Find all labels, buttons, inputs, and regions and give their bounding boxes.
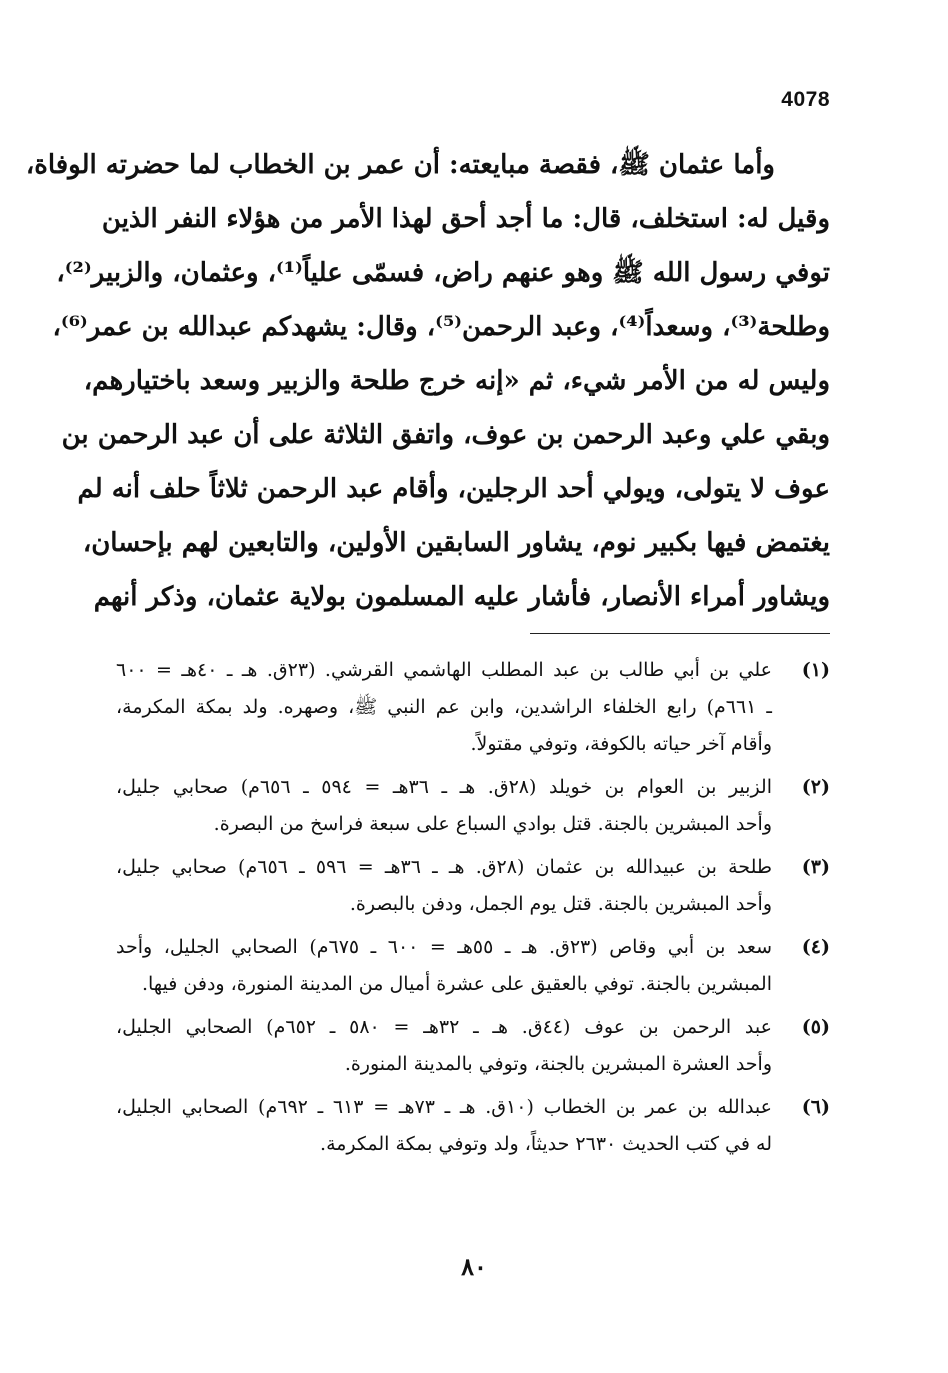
footnote-number: (٥) (801, 1016, 830, 1038)
footnote-line: الزبير بن العوام بن خويلد (٢٨ق. هـ ـ ٣٦هـ = ٥٩٤ ـ ٦٥٦م) صحابي جليل، (116, 776, 773, 798)
footnote-line: له في كتب الحديث ٢٦٣٠ حديثاً، ولد وتوفي بمكة المكرمة. (320, 1133, 772, 1155)
footnote-line: سعد بن أبي وقاص (٢٣ق. هـ ـ ٥٥هـ = ٦٠٠ ـ ٦٧٥م) الصحابي الجليل، وأحد (116, 936, 772, 958)
main-text-line: وطلحة⁽³⁾، وسعداً⁽⁴⁾، وعبد الرحمن⁽⁵⁾، وقال: يشهدكم عبدالله بن عمر⁽⁶⁾، (52, 312, 830, 342)
main-text-line: وأما عثمان ﷺ، فقصة مبايعته: أن عمر بن الخطاب لما حضرته الوفاة، (25, 150, 775, 180)
footnote-line: وأحد المبشرين بالجنة. قتل يوم الجمل، ودفن بالبصرة. (349, 893, 772, 915)
footnote-line: طلحة بن عبيدالله بن عثمان (٢٨ق. هـ ـ ٣٦هـ = ٥٩٦ ـ ٦٥٦م) صحابي جليل، (116, 856, 772, 878)
footnote-4 (116, 929, 830, 1003)
footnote-line: وأقام آخر حياته بالكوفة، وتوفي مقتولاً. (470, 733, 772, 755)
page-id: 4078 (781, 88, 830, 111)
main-text-line: وقيل له: استخلف، قال: ما أجد أحق لهذا الأمر من هؤلاء النفر الذين (101, 204, 830, 234)
main-text-line: توفي رسول الله ﷺ وهو عنهم راض، فسمّى علياً⁽¹⁾، وعثمان، والزبير⁽²⁾، (56, 258, 830, 288)
main-text-line: وبقي علي وعبد الرحمن بن عوف، واتفق الثلاثة على أن عبد الرحمن بن (61, 420, 830, 450)
footnote-line: عبد الرحمن بن عوف (٤٤ق. هـ ـ ٣٢هـ = ٥٨٠ ـ ٦٥٢م) الصحابي الجليل، (116, 1016, 772, 1038)
footnote-2 (116, 769, 830, 843)
footnote-number: (٤) (801, 936, 830, 958)
page-number: ٨٠ (461, 1252, 487, 1281)
footnote-number: (٢) (801, 776, 830, 798)
main-text-line: يغتمض فيها بكبير نوم، يشاور السابقين الأولين، والتابعين لهم بإحسان، (82, 528, 830, 558)
footnote-line: عبدالله بن عمر بن الخطاب (١٠ق. هـ ـ ٧٣هـ = ٦١٣ ـ ٦٩٢م) الصحابي الجليل، (116, 1096, 772, 1118)
main-text-line: عوف لا يتولى، ويولي أحد الرجلين، وأقام عبد الرحمن ثلاثاً حلف أنه لم (77, 474, 830, 504)
main-text-line: وليس له من الأمر شيء، ثم «إنه خرج طلحة والزبير وسعد باختيارهم، (83, 366, 830, 396)
footnote-separator (530, 633, 830, 634)
footnote-line: وأحد المبشرين بالجنة. قتل بوادي السباع على سبعة فراسخ من البصرة. (213, 813, 772, 835)
footnote-line: المبشرين بالجنة. توفي بالعقيق على عشرة أميال من المدينة المنورة، ودفن فيها. (141, 973, 772, 995)
footnote-3 (116, 849, 830, 923)
footnote-number: (٣) (801, 856, 830, 878)
footnote-1 (116, 652, 830, 763)
footnote-number: (١) (801, 659, 830, 681)
footnotes (116, 652, 830, 1169)
main-text-line: ويشاور أمراء الأنصار، فأشار عليه المسلمون بولاية عثمان، وذكر أنهم (93, 582, 830, 612)
footnote-line: وأحد العشرة المبشرين بالجنة، وتوفي بالمدينة المنورة. (344, 1053, 772, 1075)
footnote-number: (٦) (801, 1096, 830, 1118)
footnote-5 (116, 1009, 830, 1083)
footnote-line: علي بن أبي طالب بن عبد المطلب الهاشمي القرشي. (٢٣ق. هـ ـ ٤٠هـ = ٦٠٠ (116, 659, 772, 681)
footnote-6 (116, 1089, 830, 1163)
main-text (25, 138, 830, 624)
footnote-line: ـ ٦٦١م) رابع الخلفاء الراشدين، وابن عم النبي ﷺ، وصهره. ولد بمكة المكرمة، (116, 696, 772, 718)
